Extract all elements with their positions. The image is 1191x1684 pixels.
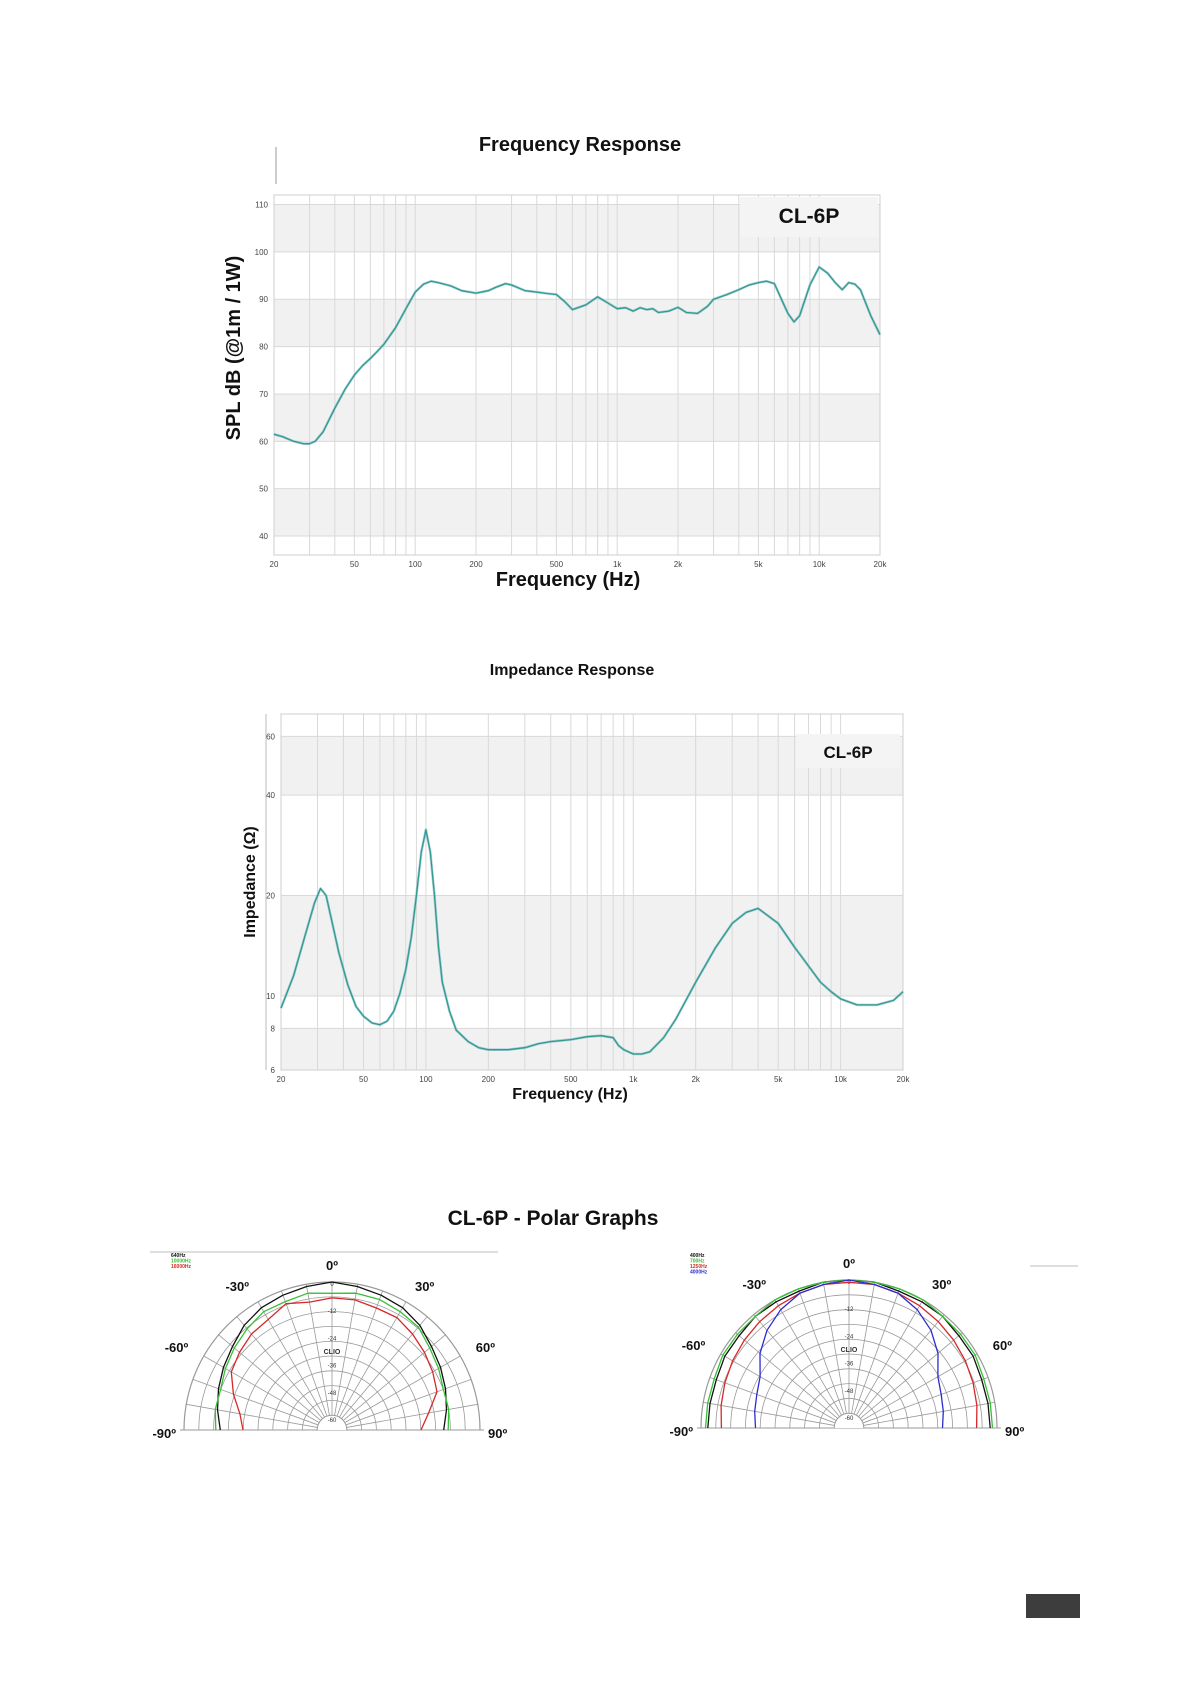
polar-right-legend-item: 4000Hz xyxy=(690,1269,708,1276)
polar-left-angle-label: -30º xyxy=(225,1279,249,1295)
fr-x-tick-label: 500 xyxy=(549,560,564,569)
polar-left-radial-label: -36 xyxy=(327,1363,337,1370)
polar-right-angle-label: 30º xyxy=(932,1277,952,1293)
polar-right-angle-label: -60º xyxy=(681,1338,706,1353)
polar-right-radial-label: -12 xyxy=(844,1307,854,1314)
fr-y-tick-label: 110 xyxy=(255,200,268,210)
fr-y-tick-label: 40 xyxy=(259,532,268,542)
imp-band xyxy=(281,1028,903,1070)
fr-band xyxy=(274,394,880,441)
polar-right-legend-item: 1250Hz xyxy=(690,1264,708,1270)
imp-x-tick-label: 200 xyxy=(481,1075,496,1084)
impedance-response-y-ticks xyxy=(266,732,275,1075)
imp-x-tick-label: 20 xyxy=(276,1075,286,1084)
polar-right-radial-label: 0 xyxy=(847,1280,851,1286)
fr-x-tick-label: 200 xyxy=(469,560,483,569)
imp-x-tick-label: 500 xyxy=(564,1075,578,1084)
polar-right-legend-item: 400Hz xyxy=(690,1253,705,1259)
imp-y-tick-label: 60 xyxy=(266,732,275,742)
impedance-response-y-axis-label: Impedance (Ω) xyxy=(242,826,259,938)
polar-right-radial-label: -48 xyxy=(844,1388,854,1395)
fr-x-tick-label: 5k xyxy=(754,560,763,569)
polar-right-radial-label: -60 xyxy=(844,1416,854,1423)
fr-x-tick-label: 20 xyxy=(269,560,279,569)
page-number-tab xyxy=(1026,1594,1080,1618)
fr-y-tick-label: 80 xyxy=(259,342,268,352)
polar-right-spoke xyxy=(703,1402,834,1425)
frequency-response-title: Frequency Response xyxy=(478,134,682,156)
imp-x-tick-label: 1k xyxy=(629,1075,638,1084)
polar-right-radial-label: CLIO xyxy=(840,1347,858,1355)
polar-left-radial-label: -60 xyxy=(327,1418,337,1425)
imp-x-tick-label: 100 xyxy=(419,1075,433,1084)
polar-right-angle-label: 0º xyxy=(843,1256,855,1271)
polar-left-radial-label: 0 xyxy=(330,1282,334,1288)
fr-band xyxy=(274,299,880,346)
frequency-response-y-axis-label: SPL dB (@1m / 1W) xyxy=(223,255,245,441)
polar-right-legend-item: 700Hz xyxy=(690,1258,705,1265)
impedance-response-chart xyxy=(242,662,910,1103)
fr-x-tick-label: 2k xyxy=(673,560,683,569)
polar-left-spoke xyxy=(186,1404,317,1427)
frequency-response-bands xyxy=(274,204,880,536)
imp-band xyxy=(281,896,903,996)
polar-left-angle-label: 30º xyxy=(415,1279,435,1295)
polar-left-radial-label: CLIO xyxy=(323,1349,341,1357)
imp-x-tick-label: 50 xyxy=(359,1075,368,1084)
polar-graphs-title: CL-6P - Polar Graphs xyxy=(447,1207,659,1230)
fr-y-tick-label: 60 xyxy=(259,437,268,447)
fr-x-tick-label: 20k xyxy=(873,560,887,569)
frequency-response-x-ticks xyxy=(270,560,888,569)
polar-right-angle-label: 60º xyxy=(992,1338,1012,1353)
imp-x-tick-label: 10k xyxy=(834,1075,848,1084)
imp-y-tick-label: 6 xyxy=(270,1066,275,1075)
fr-x-tick-label: 10k xyxy=(812,560,826,569)
polar-right-spoke xyxy=(864,1402,995,1425)
impedance-response-x-ticks xyxy=(277,1075,911,1084)
fr-x-tick-label: 50 xyxy=(349,560,359,569)
fr-x-tick-label: 100 xyxy=(408,560,422,569)
polar-left-angle-label: 60º xyxy=(475,1340,495,1355)
polar-left-angle-label: -90º xyxy=(152,1426,176,1441)
polar-left-spoke xyxy=(347,1404,478,1427)
impedance-response-x-axis-label: Frequency (Hz) xyxy=(512,1086,628,1103)
polar-right-chart xyxy=(669,1253,1024,1439)
impedance-response-title: Impedance Response xyxy=(489,662,655,679)
impedance-response-label: CL-6P xyxy=(823,743,873,762)
polar-left-angle-label: 0º xyxy=(326,1258,338,1273)
frequency-response-chart xyxy=(223,134,887,591)
polar-left-legend-item: 16000Hz xyxy=(171,1264,192,1270)
polar-right-angle-label: 90º xyxy=(1005,1424,1025,1439)
polar-left-angle-label: -60º xyxy=(164,1340,189,1355)
polar-right-angle-label: -30º xyxy=(742,1277,766,1293)
imp-y-tick-label: 40 xyxy=(266,791,275,801)
fr-y-tick-label: 100 xyxy=(254,247,268,257)
fr-y-tick-label: 70 xyxy=(259,389,268,399)
fr-y-tick-label: 50 xyxy=(259,484,268,494)
polar-left-radial-label: -48 xyxy=(327,1390,337,1397)
frequency-response-x-axis-label: Frequency (Hz) xyxy=(495,569,641,591)
polar-left-radial-label: -24 xyxy=(327,1336,337,1343)
fr-x-tick-label: 1k xyxy=(612,560,622,569)
fr-y-tick-label: 90 xyxy=(259,295,268,305)
imp-y-tick-label: 8 xyxy=(270,1024,275,1034)
polar-left-legend-item: 10000Hz xyxy=(171,1258,192,1265)
polar-right-radial-label: -36 xyxy=(844,1361,854,1368)
frequency-response-y-ticks xyxy=(255,200,269,541)
polar-left-angle-label: 90º xyxy=(488,1426,508,1441)
polar-left-radial-label: -12 xyxy=(327,1309,337,1316)
imp-y-tick-label: 20 xyxy=(266,891,275,901)
polar-right-radial-label: -24 xyxy=(844,1334,854,1341)
polar-left-legend-item: 640Hz xyxy=(171,1253,186,1259)
fr-band xyxy=(274,489,880,536)
polar-right-angle-label: -90º xyxy=(669,1424,693,1439)
imp-x-tick-label: 20k xyxy=(896,1075,910,1084)
impedance-response-bands xyxy=(281,736,903,1070)
imp-y-tick-label: 10 xyxy=(266,991,275,1001)
imp-x-tick-label: 2k xyxy=(691,1075,700,1084)
polar-left-chart xyxy=(152,1253,507,1441)
frequency-response-label: CL-6P xyxy=(778,205,840,228)
imp-x-tick-label: 5k xyxy=(773,1075,783,1084)
